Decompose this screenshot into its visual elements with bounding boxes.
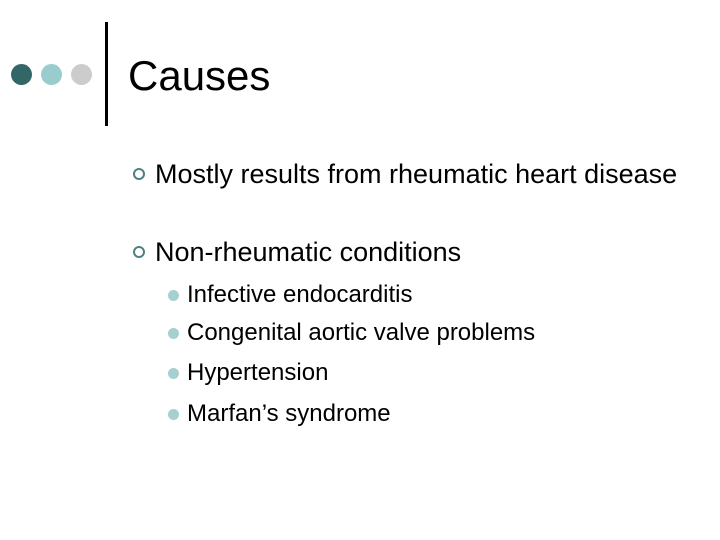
decorative-dot-light (71, 64, 92, 85)
decorative-dot-medium (41, 64, 62, 85)
dot-bullet-icon (168, 328, 179, 339)
bullet-item: Mostly results from rheumatic heart disease (155, 159, 678, 189)
sub-bullet-item: Congenital aortic valve problems (187, 319, 536, 346)
dot-bullet-icon (168, 290, 179, 301)
decorative-dot-dark (11, 64, 32, 85)
title-divider (105, 22, 108, 126)
sub-bullet-item: Hypertension (187, 359, 329, 386)
ring-bullet-icon (133, 246, 145, 258)
ring-bullet-icon (133, 168, 145, 180)
slide-title: Causes (128, 52, 271, 99)
dot-bullet-icon (168, 368, 179, 379)
sub-bullet-item: Marfan’s syndrome (187, 400, 391, 427)
sub-bullet-item: Infective endocarditis (187, 281, 413, 308)
bullet-item: Non-rheumatic conditions (155, 237, 462, 267)
dot-bullet-icon (168, 409, 179, 420)
